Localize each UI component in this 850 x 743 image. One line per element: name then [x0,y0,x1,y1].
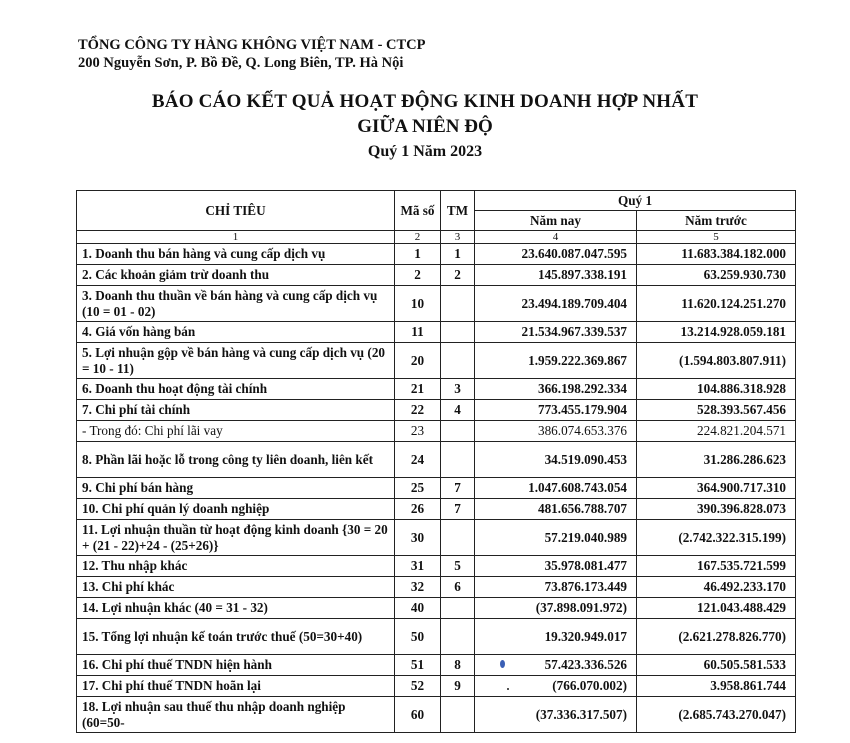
row-note: 7 [441,478,475,499]
table-row [77,655,796,676]
table-row [77,478,796,499]
row-previous-year: (2.742.322.315.199) [637,520,796,556]
income-statement-table [76,190,796,733]
company-name: TỔNG CÔNG TY HÀNG KHÔNG VIỆT NAM - CTCP [78,37,426,53]
row-indicator: 17. Chi phí thuế TNDN hoãn lại [77,676,395,697]
table-row [77,697,796,733]
header-code: Mã số [395,191,441,231]
row-previous-year: 528.393.567.456 [637,400,796,421]
row-note: 5 [441,556,475,577]
row-previous-year: 60.505.581.533 [637,655,796,676]
table-row [77,244,796,265]
row-previous-year: 121.043.488.429 [637,598,796,619]
row-indicator: 9. Chi phí bán hàng [77,478,395,499]
row-note: 3 [441,379,475,400]
table-row [77,286,796,322]
row-code: 1 [395,244,441,265]
row-note [441,697,475,733]
row-current-year: 773.455.179.904 [475,400,637,421]
row-current-year: 23.640.087.047.595 [475,244,637,265]
row-indicator: 7. Chi phí tài chính [77,400,395,421]
row-current-year: 21.534.967.339.537 [475,322,637,343]
row-note [441,619,475,655]
row-previous-year: 364.900.717.310 [637,478,796,499]
row-indicator: 13. Chi phí khác [77,577,395,598]
row-indicator: 15. Tổng lợi nhuận kế toán trước thuế (50=30+40) [77,619,395,655]
row-note: 6 [441,577,475,598]
row-code: 30 [395,520,441,556]
row-note: 9 [441,676,475,697]
row-indicator: 8. Phần lãi hoặc lỗ trong công ty liên doanh, liên kết [77,442,395,478]
row-note: 7 [441,499,475,520]
row-note [441,520,475,556]
row-code: 60 [395,697,441,733]
company-address: 200 Nguyễn Sơn, P. Bồ Đề, Q. Long Biên, TP. Hà Nội [78,55,404,71]
row-current-year: 19.320.949.017 [475,619,637,655]
row-code: 23 [395,421,441,442]
table-row [77,442,796,478]
index-cell: 2 [395,231,441,244]
ink-mark [507,688,509,690]
row-previous-year: 104.886.318.928 [637,379,796,400]
row-indicator: 14. Lợi nhuận khác (40 = 31 - 32) [77,598,395,619]
row-previous-year: 13.214.928.059.181 [637,322,796,343]
header-quarter: Quý 1 [475,191,796,211]
row-current-year: (766.070.002) [475,676,637,697]
table-row [77,619,796,655]
row-code: 52 [395,676,441,697]
table-row [77,598,796,619]
header-previous-year: Năm trước [637,211,796,231]
row-previous-year: 46.492.233.170 [637,577,796,598]
row-previous-year: 31.286.286.623 [637,442,796,478]
row-previous-year: 167.535.721.599 [637,556,796,577]
ink-dot [500,660,505,668]
row-code: 25 [395,478,441,499]
row-note: 1 [441,244,475,265]
row-current-year: 23.494.189.709.404 [475,286,637,322]
row-indicator: 6. Doanh thu hoạt động tài chính [77,379,395,400]
table-row [77,322,796,343]
row-code: 32 [395,577,441,598]
row-note: 4 [441,400,475,421]
table-row [77,421,796,442]
table-row [77,577,796,598]
table-row [77,379,796,400]
row-code: 24 [395,442,441,478]
row-current-year: 73.876.173.449 [475,577,637,598]
row-current-year: 145.897.338.191 [475,265,637,286]
index-cell: 1 [77,231,395,244]
row-current-year: 1.047.608.743.054 [475,478,637,499]
report-subtitle: GIỮA NIÊN ĐỘ [357,116,493,137]
row-current-year: (37.336.317.507) [475,697,637,733]
row-note: 8 [441,655,475,676]
table-row [77,343,796,379]
row-current-year: 35.978.081.477 [475,556,637,577]
row-note [441,442,475,478]
row-code: 10 [395,286,441,322]
row-note [441,598,475,619]
table-row [77,520,796,556]
table-row [77,556,796,577]
row-current-year: 1.959.222.369.867 [475,343,637,379]
row-current-year: (37.898.091.972) [475,598,637,619]
table-row [77,265,796,286]
row-code: 11 [395,322,441,343]
row-current-year: 366.198.292.334 [475,379,637,400]
company-header [78,36,426,72]
row-indicator: 16. Chi phí thuế TNDN hiện hành [77,655,395,676]
row-code: 22 [395,400,441,421]
row-note: 2 [441,265,475,286]
row-previous-year: 3.958.861.744 [637,676,796,697]
row-code: 26 [395,499,441,520]
table-row [77,400,796,421]
index-cell: 4 [475,231,637,244]
column-index-row [77,231,796,244]
index-cell: 3 [441,231,475,244]
row-previous-year: (2.685.743.270.047) [637,697,796,733]
header-note: TM [441,191,475,231]
row-note [441,343,475,379]
row-previous-year: 224.821.204.571 [637,421,796,442]
row-code: 31 [395,556,441,577]
row-indicator: 11. Lợi nhuận thuần từ hoạt động kinh doanh {30 = 20 + (21 - 22)+24 - (25+26)} [77,520,395,556]
header-current-year: Năm nay [475,211,637,231]
row-current-year: 34.519.090.453 [475,442,637,478]
row-note [441,322,475,343]
header-indicator: CHỈ TIÊU [77,191,395,231]
table-row [77,676,796,697]
row-indicator: 2. Các khoản giảm trừ doanh thu [77,265,395,286]
row-previous-year: (2.621.278.826.770) [637,619,796,655]
row-previous-year: (1.594.803.807.911) [637,343,796,379]
row-note [441,286,475,322]
row-indicator: 5. Lợi nhuận gộp về bán hàng và cung cấp dịch vụ (20 = 10 - 11) [77,343,395,379]
row-code: 40 [395,598,441,619]
row-previous-year: 11.683.384.182.000 [637,244,796,265]
row-indicator: - Trong đó: Chi phí lãi vay [77,421,395,442]
table-row [77,499,796,520]
row-current-year: 57.423.336.526 [475,655,637,676]
row-indicator: 10. Chi phí quản lý doanh nghiệp [77,499,395,520]
row-indicator: 3. Doanh thu thuần về bán hàng và cung cấp dịch vụ (10 = 01 - 02) [77,286,395,322]
row-code: 21 [395,379,441,400]
row-previous-year: 390.396.828.073 [637,499,796,520]
index-cell: 5 [637,231,796,244]
row-indicator: 12. Thu nhập khác [77,556,395,577]
report-title: BÁO CÁO KẾT QUẢ HOẠT ĐỘNG KINH DOANH HỢP NHẤT [151,91,699,112]
row-code: 2 [395,265,441,286]
report-period: Quý 1 Năm 2023 [367,143,483,160]
row-previous-year: 63.259.930.730 [637,265,796,286]
row-indicator: 18. Lợi nhuận sau thuế thu nhập doanh nghiệp (60=50- [77,697,395,733]
row-current-year: 386.074.653.376 [475,421,637,442]
row-current-year: 57.219.040.989 [475,520,637,556]
row-indicator: 1. Doanh thu bán hàng và cung cấp dịch vụ [77,244,395,265]
row-previous-year: 11.620.124.251.270 [637,286,796,322]
row-code: 20 [395,343,441,379]
row-note [441,421,475,442]
row-indicator: 4. Giá vốn hàng bán [77,322,395,343]
row-code: 50 [395,619,441,655]
row-current-year: 481.656.788.707 [475,499,637,520]
row-code: 51 [395,655,441,676]
